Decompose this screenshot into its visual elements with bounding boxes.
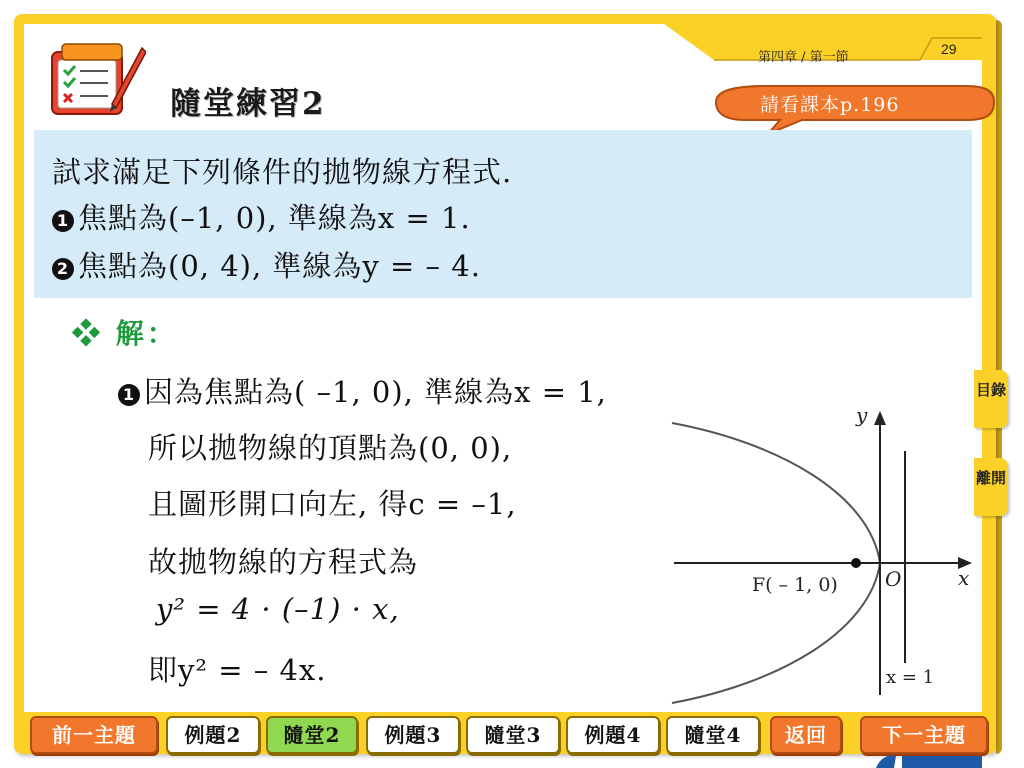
practice4-button[interactable]: 隨堂4 [666, 716, 760, 754]
question-prompt: 試求滿足下列條件的拋物線方程式. [52, 155, 513, 189]
x-axis-label: x [958, 566, 970, 590]
practice-checklist-icon [42, 38, 146, 120]
directrix-label: x = 1 [886, 667, 935, 688]
practice3-button[interactable]: 隨堂3 [466, 716, 560, 754]
question-item-1-text: 焦點為(–1, 0), 準線為x = 1. [78, 201, 471, 235]
chapter-section-label: 第四章 / 第一節 [758, 50, 849, 65]
solution-line-2: 所以拋物線的頂點為(0, 0), [148, 431, 513, 465]
question-item-1 [52, 196, 471, 237]
example4-button[interactable]: 例題4 [566, 716, 660, 754]
solution-line-3: 且圖形開口向左, 得c = –1, [148, 487, 517, 521]
solution-line-6: 即y² = – 4x. [148, 653, 327, 687]
page-title: 隨堂練習2 [170, 86, 326, 122]
solution-line-4: 故拋物線的方程式為 [148, 545, 419, 579]
number-1-icon: 1 [52, 210, 74, 232]
solution-line-1 [118, 370, 607, 411]
publisher-logo-icon [876, 754, 986, 768]
example2-button[interactable]: 例題2 [166, 716, 260, 754]
textbook-ref-text: 請看課本p.196 [760, 94, 900, 116]
prev-topic-button[interactable]: 前一主題 [30, 716, 158, 754]
solution-line-5: y² = 4 · (–1) · x, [156, 592, 400, 626]
question-item-2 [52, 244, 481, 285]
page-number: 29 [941, 41, 957, 57]
solution-line-1-text: 因為焦點為( –1, 0), 準線為x = 1, [144, 375, 607, 409]
number-1-icon: 1 [118, 384, 140, 406]
focus-label: F( – 1, 0) [752, 574, 838, 596]
leave-tab[interactable]: 離開 [974, 458, 1008, 516]
next-topic-button[interactable]: 下一主題 [860, 716, 988, 754]
parabola-graph [660, 395, 980, 705]
example3-button[interactable]: 例題3 [366, 716, 460, 754]
solution-heading: ❖ 解： [72, 317, 178, 350]
back-button[interactable]: 返回 [770, 716, 842, 754]
contents-tab[interactable]: 目錄 [974, 370, 1008, 428]
number-2-icon: 2 [52, 258, 74, 280]
question-item-2-text: 焦點為(0, 4), 準線為y = – 4. [78, 249, 481, 283]
practice2-button[interactable]: 隨堂2 [266, 716, 358, 754]
y-axis-label: y [856, 403, 868, 427]
origin-label: O [885, 567, 902, 591]
